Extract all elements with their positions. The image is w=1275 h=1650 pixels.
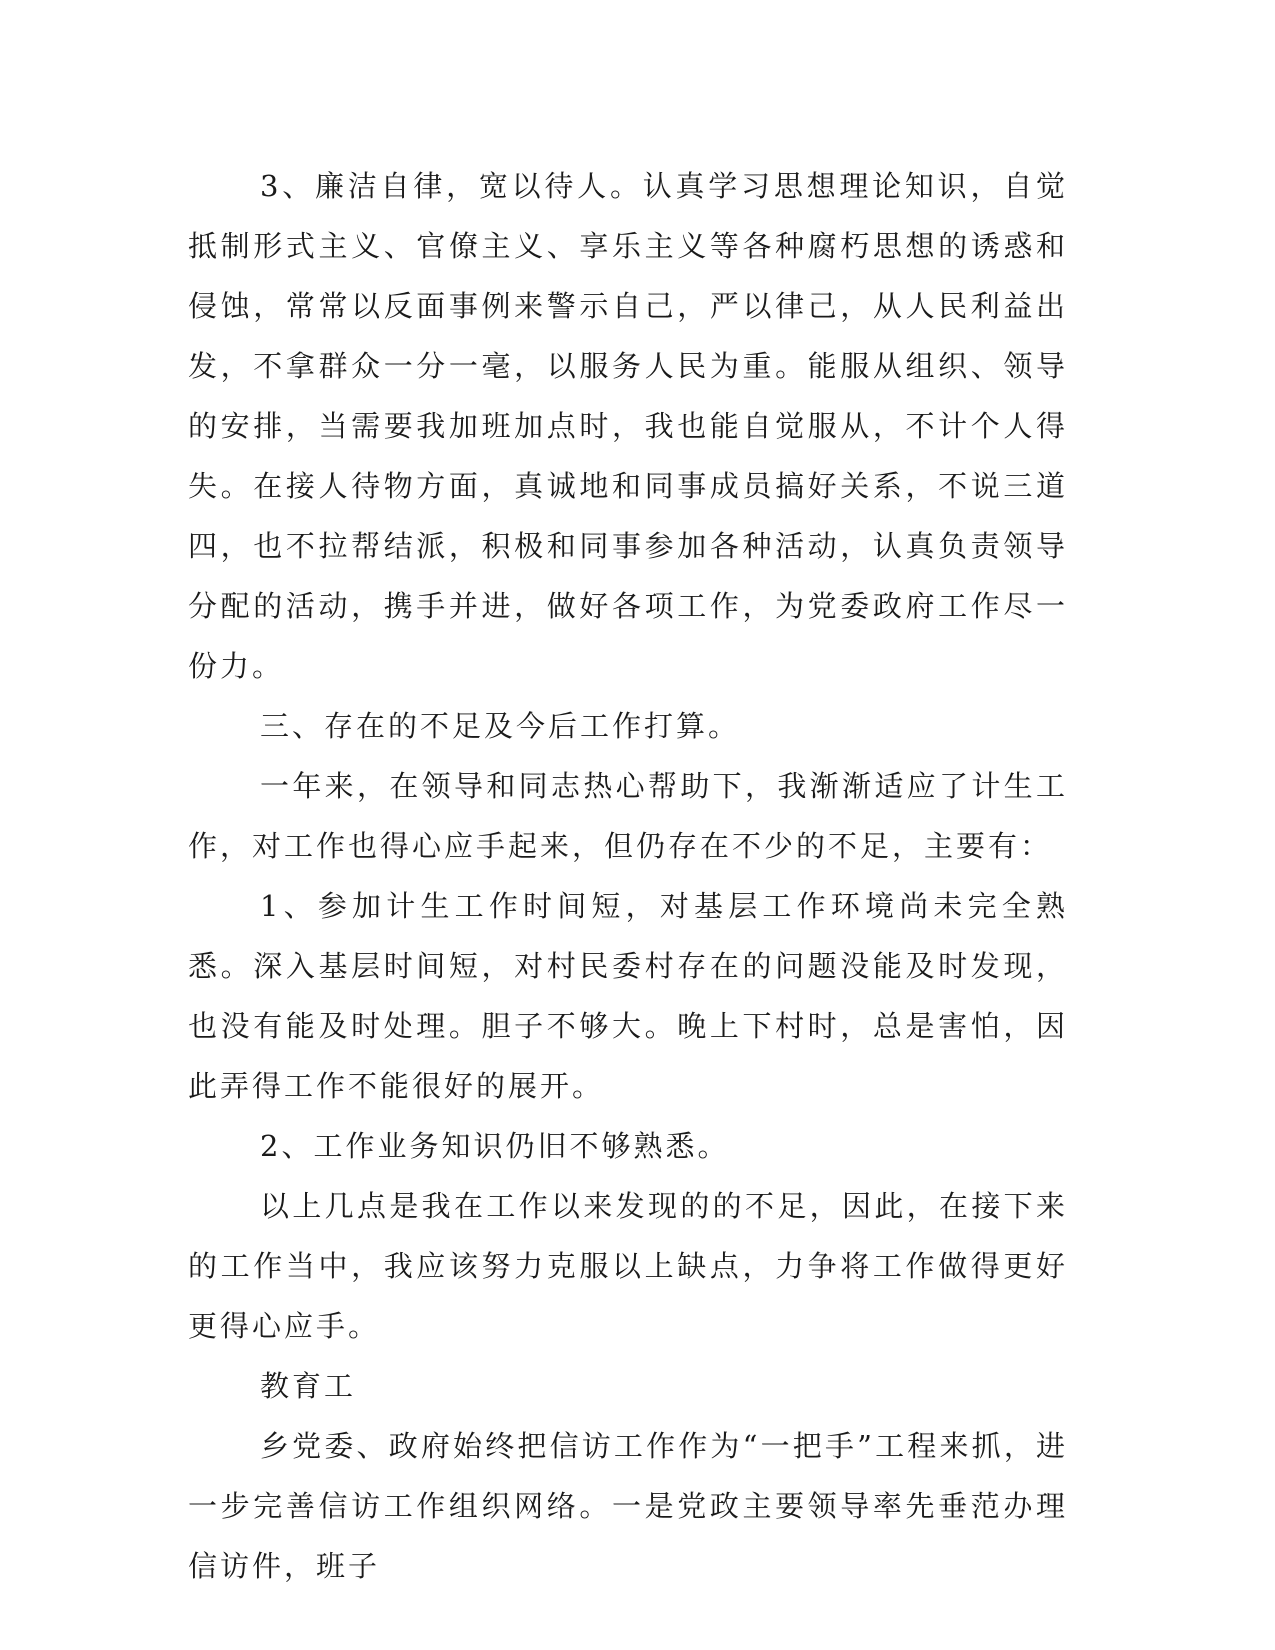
document-body [188, 156, 1068, 1596]
paragraph-petition-work: 乡党委、政府始终把信访工作作为“一把手”工程来抓，进一步完善信访工作组织网络。一是党政主要领导率先垂范办理信访件，班子 [188, 1429, 1068, 1583]
paragraph-year-summary: 一年来，在领导和同志热心帮助下，我渐渐适应了计生工作，对工作也得心应手起来，但仍存在不少的不足，主要有： [188, 769, 1068, 863]
paragraph-integrity: 3、廉洁自律，宽以待人。认真学习思想理论知识，自觉抵制形式主义、官僚主义、享乐主义等各种腐朽思想的诱惑和侵蚀，常常以反面事例来警示自己，严以律己，从人民利益出发，不拿群众一分一毫，以服务人民为重。能服从组织、领导的安排，当需要我加班加点时，我也能自觉服从，不计个人得失。在接人待物方面，真诚地和同事成员搞好关系，不说三道四，也不拉帮结派，积极和同事参加各种活动，认真负责领导分配的活动，携手并进，做好各项工作，为党委政府工作尽一份力。 [188, 169, 1068, 683]
paragraph-shortcoming-1: 1、参加计生工作时间短，对基层工作环境尚未完全熟悉。深入基层时间短，对村民委村存在的问题没能及时发现，也没有能及时处理。胆子不够大。晚上下村时，总是害怕，因此弄得工作不能很好的展开。 [188, 889, 1068, 1103]
paragraph-education-heading: 教育工 [260, 1369, 357, 1403]
paragraph-section-heading: 三、存在的不足及今后工作打算。 [260, 709, 741, 743]
paragraph-shortcoming-2: 2、工作业务知识仍旧不够熟悉。 [260, 1129, 730, 1163]
paragraph-conclusion: 以上几点是我在工作以来发现的的不足，因此，在接下来的工作当中，我应该努力克服以上缺点，力争将工作做得更好更得心应手。 [188, 1189, 1068, 1343]
